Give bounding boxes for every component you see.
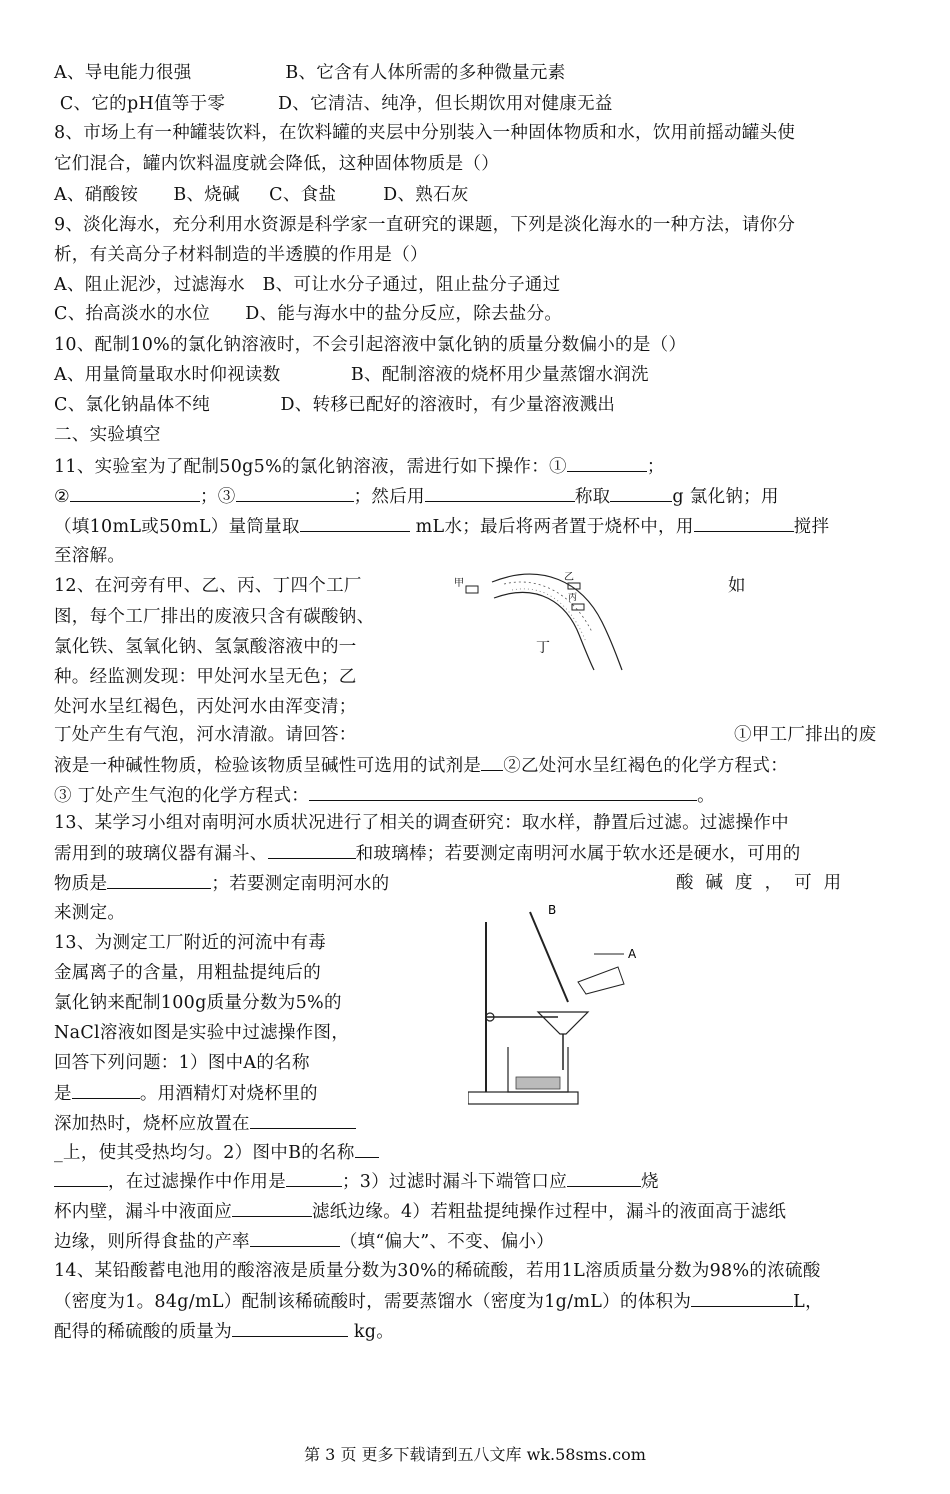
question-12-cont: 氯化铁、氢氧化钠、氢氯酸溶液中的一 bbox=[54, 637, 357, 657]
option-line: A、用量筒量取水时仰视读数 B、配制溶液的烧杯用少量蒸馏水润洗 bbox=[54, 365, 649, 385]
question-11-cont: （填10mL或50mL）量筒量取 mL水；最后将两者置于烧杯中，用 搅拌 bbox=[54, 511, 829, 542]
question-14-cont: 配得的稀硫酸的质量为 kg。 bbox=[54, 1316, 394, 1347]
answer-blank[interactable] bbox=[268, 838, 356, 859]
river-bank-upper bbox=[492, 574, 622, 670]
question-13-cont: 物质是 ；若要测定南明河水的 bbox=[54, 868, 389, 899]
river-factories-figure bbox=[452, 562, 632, 677]
answer-blank[interactable] bbox=[107, 868, 211, 889]
question-8-cont: 它们混合，罐内饮料温度就会降低，这种固体物质是（） bbox=[54, 154, 499, 174]
stand-base bbox=[468, 1092, 578, 1104]
answer-blank[interactable] bbox=[694, 511, 794, 532]
answer-blank[interactable] bbox=[355, 1137, 379, 1158]
answer-blank[interactable] bbox=[232, 1316, 348, 1337]
answer-blank[interactable] bbox=[481, 750, 503, 771]
question-13b-cont: _上，使其受热均匀。2）图中B的名称 bbox=[54, 1137, 379, 1168]
answer-blank[interactable] bbox=[236, 481, 354, 502]
label-yi: 乙 bbox=[564, 572, 574, 583]
option-line: C、它的pH值等于零 D、它清洁、纯净，但长期饮用对健康无益 bbox=[54, 94, 613, 114]
answer-blank[interactable] bbox=[286, 1166, 342, 1187]
answer-blank[interactable] bbox=[232, 1196, 312, 1217]
answer-blank[interactable] bbox=[54, 1166, 108, 1187]
question-13b-cont: 氯化钠来配制100g质量分数为5%的 bbox=[54, 993, 342, 1013]
question-13-text: 酸 碱 度 ， 可 用 bbox=[676, 873, 842, 893]
option-line: A、硝酸铵 B、烧碱 C、食盐 D、熟石灰 bbox=[54, 185, 469, 205]
filtration-apparatus-figure bbox=[468, 902, 640, 1112]
question-13b-cont: 边缘，则所得食盐的产率 （填“偏大”、不变、偏小） bbox=[54, 1226, 554, 1257]
page-footer: 第 3 页 更多下载请到五八文库 wk.58sms.com bbox=[304, 1445, 646, 1464]
question-14-cont: （密度为1。84g/mL）配制该稀硫酸时，需要蒸馏水（密度为1g/mL）的体积为 L， bbox=[54, 1286, 823, 1317]
question-13-cont: 需用到的玻璃仪器有漏斗、 和玻璃棒；若要测定南明河水属于软水还是硬水，可用的 bbox=[54, 838, 801, 869]
label-bing: 丙 bbox=[568, 593, 578, 603]
label-jia: 甲 bbox=[454, 578, 464, 589]
question-9-cont: 析，有关高分子材料制造的半透膜的作用是（） bbox=[54, 245, 428, 265]
answer-blank[interactable] bbox=[567, 1166, 641, 1187]
question-13b-cont: 回答下列问题：1）图中A的名称 bbox=[54, 1053, 310, 1073]
question-13b-cont: ，在过滤操作中作用是 ；3）过滤时漏斗下端管口应 烧 bbox=[54, 1166, 659, 1197]
question-10: 10、配制10%的氯化钠溶液时，不会引起溶液中氯化钠的质量分数偏小的是（） bbox=[54, 335, 687, 355]
answer-blank[interactable] bbox=[72, 1078, 140, 1099]
question-13b-cont: 杯内壁，漏斗中液面应 滤纸边缘。4）若粗盐提纯操作过程中，漏斗的液面高于滤纸 bbox=[54, 1196, 786, 1227]
question-13b-cont: 金属离子的含量，用粗盐提纯后的 bbox=[54, 963, 321, 983]
answer-blank[interactable] bbox=[250, 1108, 356, 1129]
label-b: B bbox=[548, 903, 557, 917]
glass-rod bbox=[530, 912, 568, 1002]
filter-paper bbox=[578, 967, 624, 994]
label-a: A bbox=[628, 947, 637, 961]
option-line: C、氯化钠晶体不纯 D、转移已配好的溶液时，有少量溶液溅出 bbox=[54, 395, 616, 415]
question-13-cont: 来测定。 bbox=[54, 903, 126, 923]
section-heading: 二、实验填空 bbox=[54, 425, 161, 445]
question-12-cont: 丁处产生有气泡，河水清澈。请回答： bbox=[54, 725, 357, 745]
question-14: 14、某铅酸蓄电池用的酸溶液是质量分数为30%的稀硫酸，若用1L溶质质量分数为98%的浓硫酸 bbox=[54, 1261, 821, 1281]
question-9: 9、淡化海水，充分利用水资源是科学家一直研究的课题，下列是淡化海水的一种方法，请你分 bbox=[54, 215, 796, 235]
answer-blank[interactable] bbox=[610, 481, 672, 502]
factory-jia-icon bbox=[466, 586, 478, 593]
option-line: A、导电能力很强 B、它含有人体所需的多种微量元素 bbox=[54, 63, 566, 83]
option-line: A、阻止泥沙，过滤海水 B、可让水分子通过，阻止盐分子通过 bbox=[54, 275, 561, 295]
question-11: 11、实验室为了配制50g5%的氯化钠溶液，需进行如下操作：① ； bbox=[54, 451, 665, 482]
question-12-text: ①甲工厂排出的废 bbox=[734, 725, 877, 745]
question-13b-cont: 深加热时，烧杯应放置在 bbox=[54, 1108, 356, 1139]
answer-blank[interactable] bbox=[250, 1226, 340, 1247]
answer-blank[interactable] bbox=[425, 481, 575, 502]
question-13b-cont: 是 。用酒精灯对烧杯里的 bbox=[54, 1078, 318, 1109]
answer-blank[interactable] bbox=[691, 1286, 793, 1307]
question-12-cont: 种。经监测发现：甲处河水呈无色；乙 bbox=[54, 667, 357, 687]
question-13: 13、某学习小组对南明河水质状况进行了相关的调查研究：取水样，静置后过滤。过滤操作中 bbox=[54, 813, 789, 833]
question-11-cont: 至溶解。 bbox=[54, 546, 126, 566]
label-ding: 丁 bbox=[536, 640, 550, 656]
question-12-cont: 液是一种碱性物质，检验该物质呈碱性可选用的试剂是 ②乙处河水呈红褐色的化学方程式： bbox=[54, 750, 788, 781]
factory-bing-icon bbox=[572, 604, 584, 610]
question-12-cont: ③ 丁处产生气泡的化学方程式： 。 bbox=[54, 780, 715, 811]
question-12-cont: 处河水呈红褐色，丙处河水由浑变清； bbox=[54, 697, 357, 717]
question-13b: 13、为测定工厂附近的河流中有毒 bbox=[54, 933, 327, 953]
question-12-text: 如 bbox=[728, 576, 746, 596]
question-13b-cont: NaCl溶液如图是实验中过滤操作图， bbox=[54, 1023, 350, 1043]
question-11-cont: ② ；③ ；然后用 称取 g 氯化钠；用 bbox=[54, 481, 779, 512]
answer-blank[interactable] bbox=[309, 780, 697, 801]
question-12-cont: 图，每个工厂排出的废液只含有碳酸钠、 bbox=[54, 607, 375, 627]
answer-blank[interactable] bbox=[300, 511, 410, 532]
funnel bbox=[538, 1012, 588, 1034]
answer-blank[interactable] bbox=[567, 451, 647, 472]
answer-blank[interactable] bbox=[70, 481, 200, 502]
option-line: C、抬高淡水的水位 D、能与海水中的盐分反应，除去盐分。 bbox=[54, 304, 563, 324]
question-8: 8、市场上有一种罐装饮料，在饮料罐的夹层中分别装入一种固体物质和水，饮用前摇动罐头使 bbox=[54, 123, 796, 143]
filtrate bbox=[516, 1077, 560, 1089]
question-12: 12、在河旁有甲、乙、丙、丁四个工厂 bbox=[54, 576, 362, 596]
